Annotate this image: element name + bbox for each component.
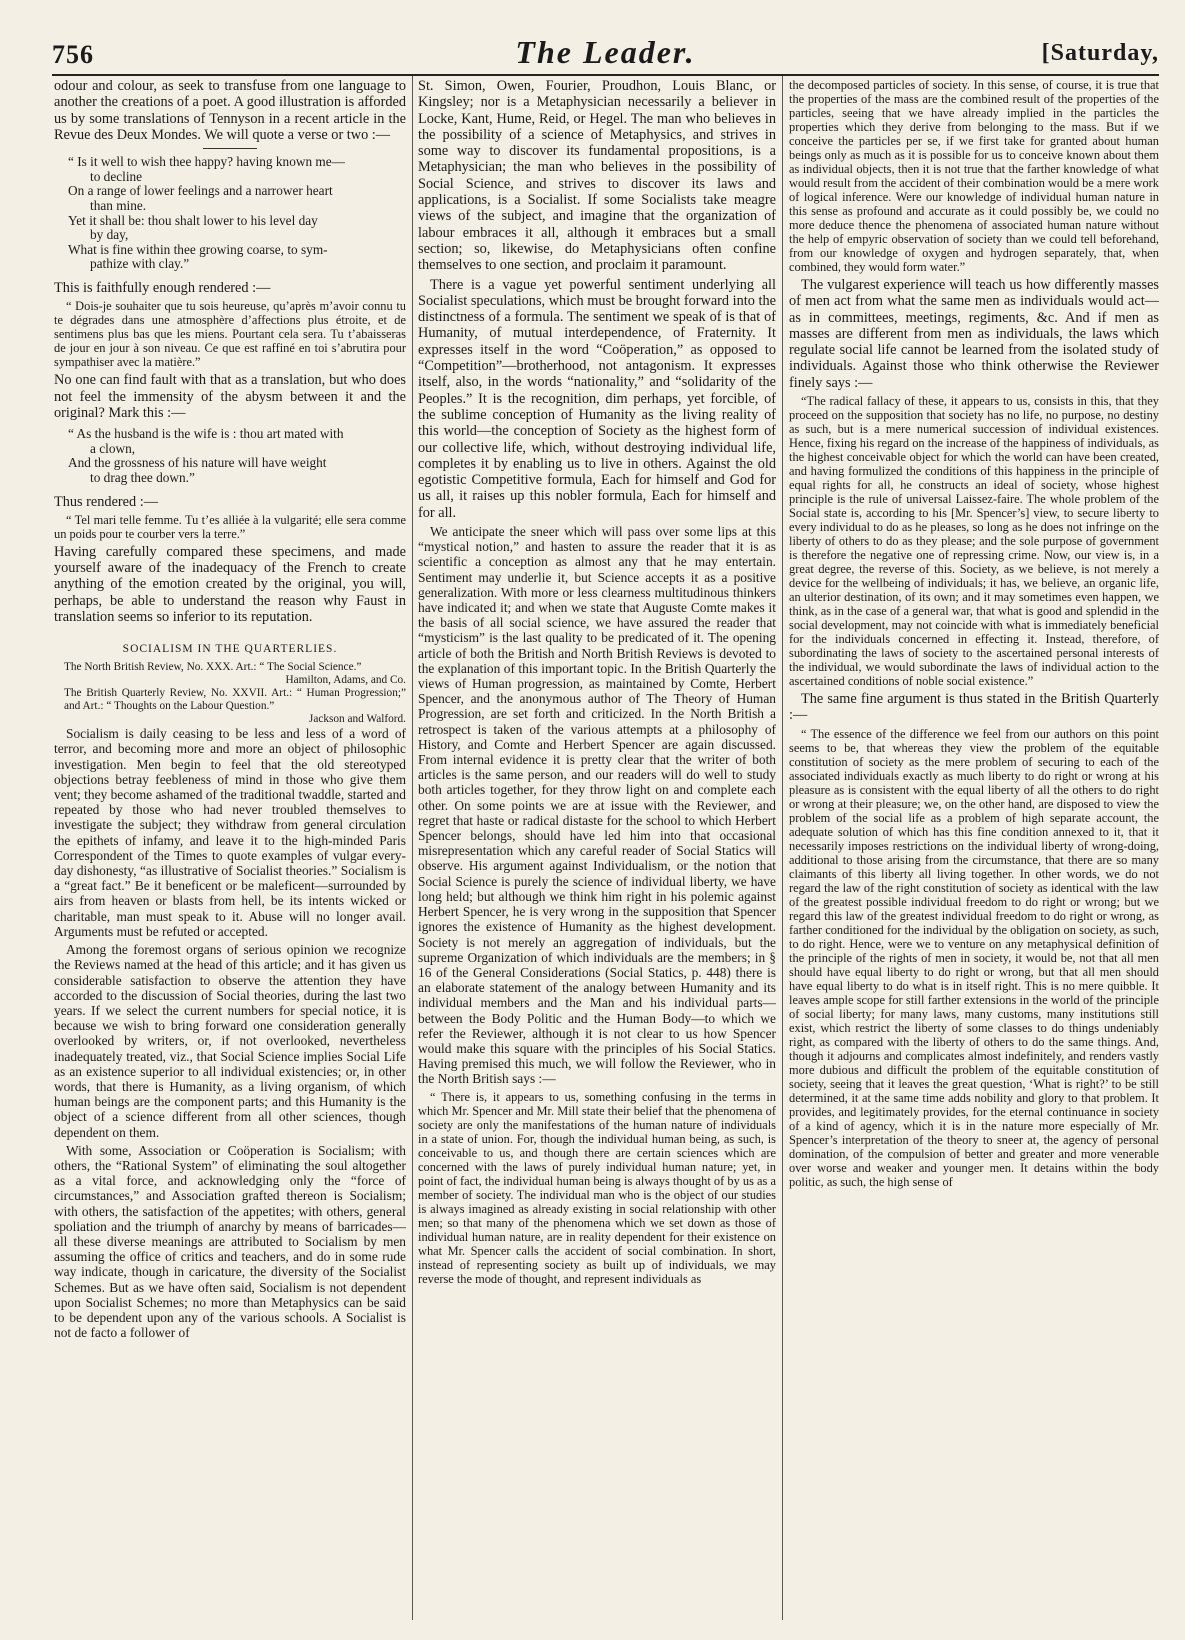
paragraph: Thus rendered :— [54,493,159,510]
paragraph: This is faithfully enough rendered :— [54,279,271,296]
verse-line: “ As the husband is the wife is : thou art mated with [68,426,344,442]
divider [203,148,257,149]
intro-block [54,78,406,143]
reference-title: The British Quarterly Review, No. XXVII. Art.: “ Human Progression;” and Art.: “ Thoughts on the Labour Question.” [64,687,406,713]
paragraph: Socialism is daily ceasing to be less and less of a word of terror, and becoming more and more an object of philosophic investigation. Men begin to feel that the old stereotyped objections betray feebleness of mind in those who give them vent; they become ashamed of the traditional twaddle, started and repeated by those who had never troubled themselves to investigate the subject; they withdraw from general circulation the epithets of infamy, and leave it to the high-minded Paris Correspondent of the Times to quote examples of vulgar every-day dishonesty, “as illustrative of Socialist theories.” Socialism is a “great fact.” Be it beneficent or be maleficent—surrounded by airs from heaven or blasts from hell, be its intents wicked or charitable, man must speak to it. Abuse will no longer avail. Arguments must be refuted or accepted. [54,726,406,939]
verse-line: Yet it shall be: thou shalt lower to his level day [68,212,318,228]
reference-publisher: Jackson and Walford. [308,712,406,725]
verse-line: pathize with clay.” [90,256,190,272]
paragraph: Among the foremost organs of serious opinion we recognize the Reviews named at the head of this article; and it has given us considerable satisfaction to observe the attention they have accorded to the discussion of Social theories, during the last two years. If we select the current numbers for special notice, it is because we wish to bring forward one consideration generally overlooked by writers, or, if not overlooked, nevertheless inadequately treated, viz., that Social Science implies Social Life as an existence superior to all individual existencies; or, in other words, that there is Humanity, as a living organism, of which human beings are the component parts; and this Humanity is the object of a science different from all other sciences, though dependent on them. [54,942,406,1140]
paragraph: There is a vague yet powerful sentiment underlying all Socialist speculations, which must be brought forward into the distinctness of a formula. The sentiment we speak of is that of Humanity, of mutual interdependence, of Fraternity. It expresses itself in the word “Coöperation,” as opposed to “Competition”—brotherhood, not antagonism. It expresses itself, also, in the words “nationality,” and “solidarity of the Peoples.” It is the recognition, dim perhaps, yet forcible, of the sublime conception of Humanity as the living reality of this world—the conception of Society as the highest form of our collective life, which, without destroying individual life, completes it by enabling us to live in others. Against the old egotistic Competitive formula, Each for himself and God for us all, it raises up this nobler formula, Each for himself and for all. [418,276,776,521]
issue-day: [Saturday, [1041,40,1159,66]
section-title: SOCIALISM IN THE QUARTERLIES. [122,643,338,656]
verse-line: than mine. [90,197,147,213]
paragraph: With some, Association or Coöperation is Socialism; with others, the “Rational System” of eliminating the soul altogether as a vital force, and acknowledging only the “force of circumstances,” and Association grafted thereon is Socialism; with others, the satisfaction of the appetites; with others, general spoliation and the triumph of anarchy by means of barricades—all these diverse meanings are attributed to Socialism by men assuming the office of critics and teachers, and do in some rude way indicate, though in caricature, the diversity of the Socialist Schemes. But as we have often said, Socialism is not dependent upon Socialist Schemes; no more than Metaphysics can be said to be dependent upon any of the various schools. A Socialist is not de facto a follower of [54,1142,406,1341]
reference-title: The North British Review, No. XXX. Art.: “ The Social Science.” [64,661,362,674]
column-divider [412,76,413,1620]
column-1 [54,78,406,1626]
review-quote [418,1090,776,1286]
review-reference [54,661,406,686]
review-quote [789,394,1159,688]
verse-line: to decline [90,168,143,184]
paragraph: Having carefully compared these specimens, and made yourself aware of the inadequacy of the French to create anything of the emotion created by the original, you will, perhaps, be able to understand the reason why Faust in translation seems so inferior to its reputation. [54,543,406,625]
review-quote [789,727,1159,1189]
review-quote [789,78,1159,274]
paragraph: St. Simon, Owen, Fourier, Proudhon, Louis Blanc, or Kingsley; nor is a Metaphysician necessarily a believer in Locke, Kant, Hume, Reid, or Hegel. The man who believes in the possibility of a science of Metaphysics, and strives in some way to discover its fundamental propositions, is a Metaphysician; the man who believes in the possibility of Social Science, and strives to discover its laws and applications, is a Socialist. If some Socialists take meagre views of the subject, and imagine that the organization of labour embraces it all, although it embraces but a small section; so, likewise, do Metaphysicians often confine themselves to one section, and proclaim it paramount. [418,78,776,274]
paragraph: We anticipate the sneer which will pass over some lips at this “mystical notion,” and hasten to assure the reader that it is as scientific a conception as almost any that he may entertain. Sentiment may underlie it, but Science accepts it as a positive generalization. With more or less clearness multitudinous thinkers have indicated it; and when we state that Auguste Comte makes it the basis of all social science, we have assured the reader that “mysticism” is the last quality to be predicated of it. The opening article of both the British and North British Reviews is devoted to the explanation of this important topic. In the British Quarterly the views of Human progression, as maintained by Comte, Herbert Spencer, and the anonymous author of The Theory of Human Progression, are set forth and criticized. In the North British a retrospect is taken of the various attempts at a philosophy of History, and Comte and Herbert Spencer are again discussed. From internal evidence it is pretty clear that the writer of both articles is the same person, and our readers will do well to study both articles together, for they throw light on and complete each other. On some points we are at issue with the Reviewer, and regret that haste or radical distaste for the school to which Herbert Spencer belongs, should have led him into that occasional misrepresentation which any careful reader of Social Statics will observe. His argument against Individualism, or the notion that Social Science is purely the science of individual liberty, we have long held; but although we think him right in his polemic against Herbert Spencer, he is very wrong in the supposition that Spencer ignores the existence of Humanity as the highest development. Society is not merely an aggregation of individuals, but the supreme Organization of which individuals are the members; in § 16 of the General Considerations (Social Statics, p. 448) there is an elaborate statement of the analogy between Humanity and its individual members and the Man and his individual parts—between the Body Politic and the Human Body—to which we refer the Reviewer, although it is not clear to us how Spencer would make this square with the principles of his Social Statics. Having premised this much, we will follow the Reviewer, who in the North British says :— [418,524,776,1087]
french-quote [54,513,406,541]
verse-line: a clown, [90,440,136,456]
poem-quote [68,427,406,485]
quote-text: “ Tel mari telle femme. Tu t’es alliée à la vulgarité; elle sera comme un poids pour te courber vers la terre.” [54,512,406,541]
french-quote [54,299,406,369]
reference-publisher: Hamilton, Adams, and Co. [285,673,406,686]
page-header [52,34,1159,76]
quote-text: “ Dois-je souhaiter que tu sois heureuse, qu’après m’avoir connu tu te dégrades dans une atmosphère d’affections plus étroite, et de sentimens plus bas que les miens. Pourtant cela sera. Tu t’abaisseras de jour en jour à son niveau. Ce que est raffiné en toi s’abrutira pour sympathiser avec la matière.” [54,299,406,370]
verse-line: And the grossness of his nature will have weight [68,455,327,471]
paragraph: No one can find fault with that as a translation, but who does not feel the immensity of the abysm between it and the original? Mark this :— [54,372,406,421]
verse-line: to drag thee down.” [90,469,195,485]
verse-line: What is fine within thee growing coarse, to sym- [68,241,328,257]
column-3 [789,78,1159,1626]
quote-text: the decomposed particles of society. In this sense, of course, it is true that the properties of the mass are the combined result of the properties of the particles, seeing that we have already implied in the particles the properties which they derive from belonging to the mass. But if we conceive the particles per se, if we first take for granted about human beings only as much as it is possible for us to conceive known about them as individual objects, then it is not true that the farther knowledge of what would result from the accident of their combination would be a mere work of logical inference. Were our knowledge of individual human nature in this sense as profound and accurate as it could possibly be, we could no more deduce thence the phenomena of associated human nature without the help of empyric observation of society than we could tell beforehand, from our knowledge of oxygen and hydrogen separately, that, when combined, they would form water.” [789,78,1159,274]
verse-line: “ Is it well to wish thee happy? having known me— [68,154,345,170]
paragraph: The vulgarest experience will teach us how differently masses of men act from what the same men as individuals would act—as in committees, meetings, regiments, &c. And if men as masses are different from men as individuals, the laws which regulate social life cannot be learned from the isolated study of individuals. Against those who think otherwise the Reviewer finely says :— [789,277,1159,391]
verse-line: by day, [90,227,129,243]
review-reference [54,687,406,725]
verse-line: On a range of lower feelings and a narrower heart [68,183,333,199]
poem-quote [68,155,406,272]
page-number: 756 [52,40,94,69]
masthead-title: The Leader. [515,34,696,70]
header-rule [52,74,1159,76]
quote-text: “ The essence of the difference we feel from our authors on this point seems to be, that whereas they view the problem of the equitable constitution of society as the mere problem of securing to each of the associated individuals exactly as much liberty to do right or wrong at his pleasure as is consistent with the equal liberty of all the others to do right or wrong at their pleasure; we, on the other hand, are disposed to view the problem of the social life as a problem of high separate account, the adequate solution of which has this fine condition annexed to it, that it necessarily imposes restrictions on the individual liberty of wrong-doing, additional to those arising from the circumstance, that there are so many claimants of this liberty all living together. In other words, we do not regard the law of the right constitution of society as identical with the law of the greatest possible individual freedom to do right or wrong; but we regard this law of the greatest individual freedom to do right or wrong, as farther conditioned for the individual by the obligation on society, as such, to do right. Hence, were we to venture on any metaphysical definition of the principle of the rights of men in society, it would be, not that all men should have equal liberty to do right or wrong, but that all men should have equal liberty to do what is in itself right. This is no mere quibble. It leaves ample scope for still farther extensions in the world of the principle of social liberty; for many laws, many customs, many institutions still exist, which restrict the liberty of some classes to do things undeniably right, as compared with the liberty of others to do the same things. And, though it adjourns and complicates almost indefinitely, and renders vastly more dubious and difficult the problem of the equitable constitution of society, seeing that it leaves the great question, ‘What is right?’ to be still determined, it at the same time adds nobility and glory to that problem. It provides, and legitimately provides, for the eternal continuance in society of a kind of agency, which it is in the nature more especially of Mr. Spencer’s interpretation of the theory to sneer at, the agency of personal domination, of the compulsion of better and greater and more venerable over worse and weaker and younger men. It detains within the body politic, as such, the high sense of [789,726,1159,1189]
column-divider [782,76,783,1620]
quote-text: “ There is, it appears to us, something confusing in the terms in which Mr. Spencer and Mr. Mill state their belief that the phenomena of society are only the manifestations of the human nature of individuals in a state of union. For, though the individual human being, as such, is conceivable to us, and though there are certain sciences which are concerned with the laws of purely individual human nature; yet, in point of fact, the individual human being is always thought of by us as a member of society. The individual man who is the object of our studies is always imagined as already existing in social relationship with other men; so that many of the phenomena which we set down as those of individual human nature, are in reality dependent for their existence on what Mr. Spencer calls the accident of social combination. In short, instead of representing society as built up of individuals, we may reverse the mode of thought, and represent individuals as [418,1089,776,1286]
column-2 [418,78,776,1626]
quote-text: “The radical fallacy of these, it appears to us, consists in this, that they proceed on the supposition that society has no life, no purpose, no destiny as such, but is a mere numerical succession of individual existences. Hence, fixing his regard on the increase of the happiness of individuals, as the highest conceivable object for which the world can have been created, and having formulized the conditions of this happiness in the principle of equal rights for all, he constructs an ideal of society, whose highest principle is the rule of universal Laissez-faire. The whole problem of the Social state is, according to his [Mr. Spencer’s] view, to secure liberty to every individual to do as he pleases, so long as he does not infringe on the liberty of others to do as they please; and the sole purpose of government is therefore the negative one of repressing crime. Now, our view is, in a great degree, the reverse of this. Society, as we believe, is not merely a device for the wellbeing of individuals; it has, we believe, an organic life, an ulterior destination, of its own; and it may sometimes even happen, we think, as in the case of a general war, that what is good and splendid in the social development, may not coincide with what is immediately beneficial for the individuals concerned in effecting it. Instead, therefore, of subordinating the laws of society to the ascertained personal interests of the individual, we would subordinate the laws of individual action to the ascertained conditions of noble social existence.” [789,394,1159,689]
paragraph: odour and colour, as seek to transfuse from one language to another the creations of a poet. A good illustration is afforded us by some translations of Tennyson in a recent article in the Revue des Deux Mondes. We will quote a verse or two :— [54,78,406,143]
paragraph: The same fine argument is thus stated in the British Quarterly :— [789,691,1159,724]
